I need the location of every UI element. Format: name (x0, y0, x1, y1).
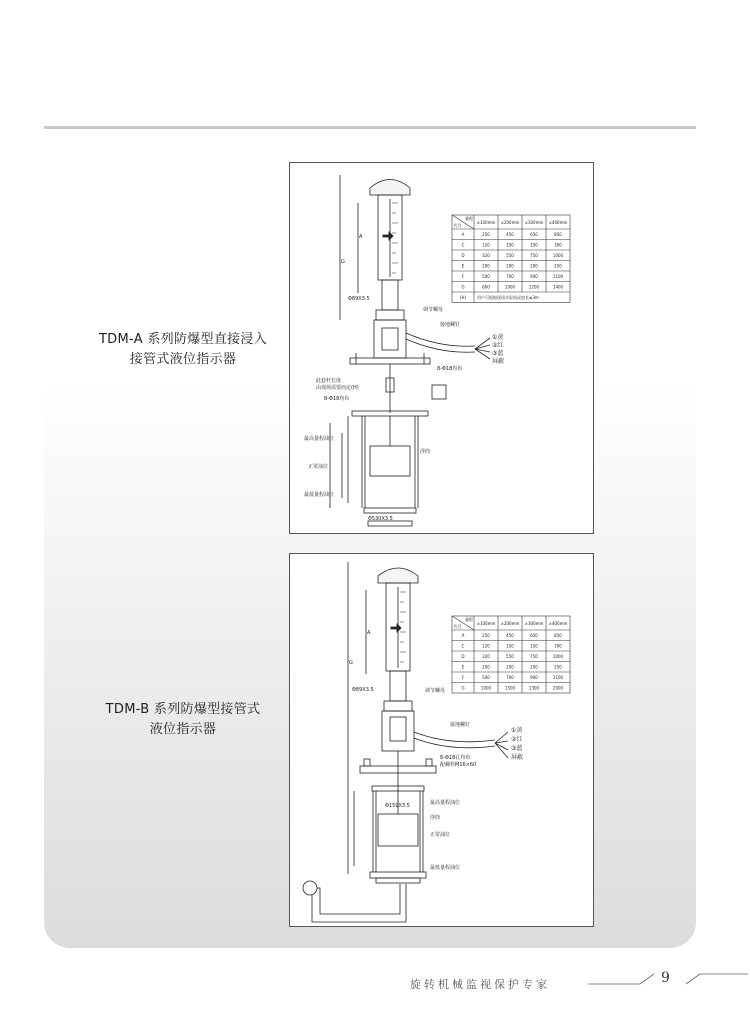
footer-rules (0, 968, 750, 1008)
caption-tdm-b (88, 700, 278, 740)
label-b-dim-top: Φ89X3.5 (352, 687, 374, 693)
a-table-header: ±200mm (500, 220, 520, 225)
b-table-cell: 1000 (552, 654, 564, 659)
label-a-wire2: ②红 (492, 342, 504, 349)
b-table-cell: 150 (530, 643, 538, 649)
a-table-note: 用户可根据现场实际情况加长≤3m (477, 295, 539, 300)
a-table-cell: 300 (554, 242, 562, 248)
b-table-cell: 200 (506, 664, 514, 670)
label-a-adjust-nut: 调节螺母 (423, 307, 444, 313)
drawing-a-svg (290, 163, 595, 535)
label-b-wire3: ③蓝 (511, 745, 523, 752)
label-a-dim-top: Φ89X3.5 (348, 296, 370, 302)
label-b-adjust-nut: 调节螺母 (425, 688, 446, 694)
caption-a-line1: TDM-A 系列防爆型直接浸入 (98, 332, 268, 347)
b-table-cell: 320 (482, 654, 490, 659)
label-b-holes: 8-Φ18孔均布 (440, 755, 471, 761)
b-table-cell: 120 (482, 643, 490, 649)
label-a-holes2: 8-Φ18均布 (324, 396, 350, 402)
b-table-cell: 250 (482, 633, 490, 638)
b-table-header: ±400mm (548, 621, 568, 626)
b-table-header: ±100mm (476, 621, 496, 626)
drawing-tdm-a (289, 162, 594, 534)
drawing-tdm-b (289, 553, 594, 927)
caption-tdm-a (88, 330, 278, 370)
a-table-cell: 1000 (552, 253, 564, 258)
b-table-cell: 200 (530, 664, 538, 670)
a-table-cell: G (461, 284, 465, 290)
a-table-header: ±300mm (524, 220, 544, 225)
a-table-cell: 750 (530, 253, 538, 258)
label-a-float: 浮筒 (420, 449, 431, 455)
table-a (452, 215, 570, 303)
label-a-shield: 屏蔽 (492, 358, 505, 365)
a-table-cell: 320 (482, 253, 490, 258)
b-table-cell: A (461, 633, 465, 638)
caption-b-line1: TDM-B 系列防爆型接管式 (105, 702, 261, 717)
label-b-dim-mid: Φ159X3.5 (385, 803, 410, 809)
label-b-dim-a: A (367, 630, 371, 636)
a-table-cell: 500 (482, 274, 490, 279)
a-table-cell: 600 (482, 284, 490, 290)
b-table-corner-top: 量程 (465, 617, 473, 622)
a-table-cell: 200 (530, 263, 538, 269)
a-table-cell: 1200 (528, 284, 540, 290)
b-table-cell: 900 (530, 675, 538, 680)
label-a-ground-screw: 接地螺钉 (440, 322, 461, 328)
a-table-cell: 900 (530, 274, 538, 279)
label-b-max-level: 最高量程油位 (430, 800, 461, 806)
label-a-wire1: ①黄 (492, 334, 504, 341)
b-table-corner-bottom: 代号 (453, 624, 462, 629)
table-b (452, 616, 570, 693)
drawing-b-svg (290, 554, 595, 928)
b-table-cell: 850 (554, 633, 562, 638)
a-table-header: ±100mm (476, 220, 496, 225)
b-table-cell: 200 (482, 664, 490, 670)
b-table-cell: G (461, 685, 465, 691)
page-number: 9 (661, 970, 670, 986)
a-table-corner-top: 量程 (465, 216, 473, 221)
b-table-header: ±200mm (500, 621, 520, 626)
a-table-cell: 650 (530, 232, 538, 237)
a-table-cell: 450 (506, 232, 514, 237)
a-table-header: ±400mm (548, 220, 568, 225)
caption-a-line2: 接管式液位指示器 (129, 352, 237, 367)
label-b-dim-g: G (349, 660, 353, 666)
label-a-float-note1: 此套杆长度 (316, 378, 342, 384)
label-a-normal-level: 正常油位 (308, 464, 329, 470)
a-table-cell: 150 (506, 242, 514, 248)
label-b-bolt: 配螺栓M16×60 (440, 762, 477, 768)
b-table-cell: 700 (506, 675, 514, 680)
a-table-cell: (H) (459, 295, 467, 300)
a-table-cell: C (461, 242, 465, 248)
b-table-cell: 300 (554, 643, 562, 649)
top-divider (44, 126, 696, 129)
a-table-cell: 1000 (504, 284, 516, 290)
label-a-min-level: 最低量程油位 (304, 492, 335, 498)
footer-slogan: 旋转机械监视保护专家 (410, 978, 550, 991)
b-table-cell: D (461, 654, 465, 659)
b-table-cell: 1100 (552, 675, 564, 680)
caption-b-line2: 液位指示器 (149, 722, 217, 737)
label-b-normal-level: 正常油位 (430, 832, 451, 838)
b-table-cell: 450 (506, 633, 514, 638)
b-table-cell: 250 (554, 664, 562, 670)
label-a-dim-bottom: Φ530X3.5 (368, 516, 393, 522)
a-table-cell: 200 (482, 263, 490, 269)
label-a-wire3: ③蓝 (492, 350, 504, 357)
label-b-min-level: 最低量程油位 (430, 865, 461, 871)
b-table-cell: 150 (506, 643, 514, 649)
a-table-cell: F (461, 274, 465, 279)
a-table-cell: 250 (554, 263, 562, 269)
page-footer (0, 968, 750, 1008)
b-table-cell: 550 (506, 654, 514, 659)
a-table-cell: D (461, 253, 465, 258)
b-table-cell: F (461, 675, 465, 680)
label-b-float: 浮筒 (430, 815, 441, 821)
label-b-ground-screw: 接地螺钉 (450, 722, 471, 728)
a-table-cell: 250 (482, 232, 490, 237)
a-table-cell: 550 (506, 253, 514, 258)
a-table-cell: 850 (554, 232, 562, 237)
b-table-cell: 2000 (552, 685, 564, 691)
b-table-cell: C (461, 643, 465, 649)
label-a-holes: 8-Φ18均布 (437, 366, 463, 372)
label-b-wire1: ①黄 (511, 727, 523, 734)
a-table-cell: 120 (482, 242, 490, 248)
a-table-cell: 150 (530, 242, 538, 248)
a-table-cell: 1400 (552, 284, 564, 290)
a-table-cell: 1100 (552, 274, 564, 279)
a-table-cell: A (461, 232, 465, 237)
a-table-cell: 700 (506, 274, 514, 279)
label-a-dim-g: G (341, 259, 345, 265)
b-table-cell: E (461, 664, 465, 670)
label-b-wire2: ②红 (511, 736, 523, 743)
a-table-cell: 200 (506, 263, 514, 269)
label-b-shield: 屏蔽 (511, 754, 524, 761)
a-table-corner-bottom: 代号 (453, 223, 462, 228)
b-table-cell: 650 (530, 633, 538, 638)
b-table-cell: 750 (530, 654, 538, 659)
b-table-cell: 1300 (528, 685, 540, 691)
b-table-cell: 1500 (504, 685, 516, 691)
label-a-float-note2: 由现场需要而定(H) (316, 385, 359, 391)
a-table-cell: E (461, 263, 465, 269)
b-table-cell: 1000 (480, 685, 492, 691)
b-table-header: ±300mm (524, 621, 544, 626)
label-a-max-level: 最高量程油位 (304, 436, 335, 442)
b-table-cell: 500 (482, 675, 490, 680)
label-a-dim-a: A (359, 234, 363, 240)
